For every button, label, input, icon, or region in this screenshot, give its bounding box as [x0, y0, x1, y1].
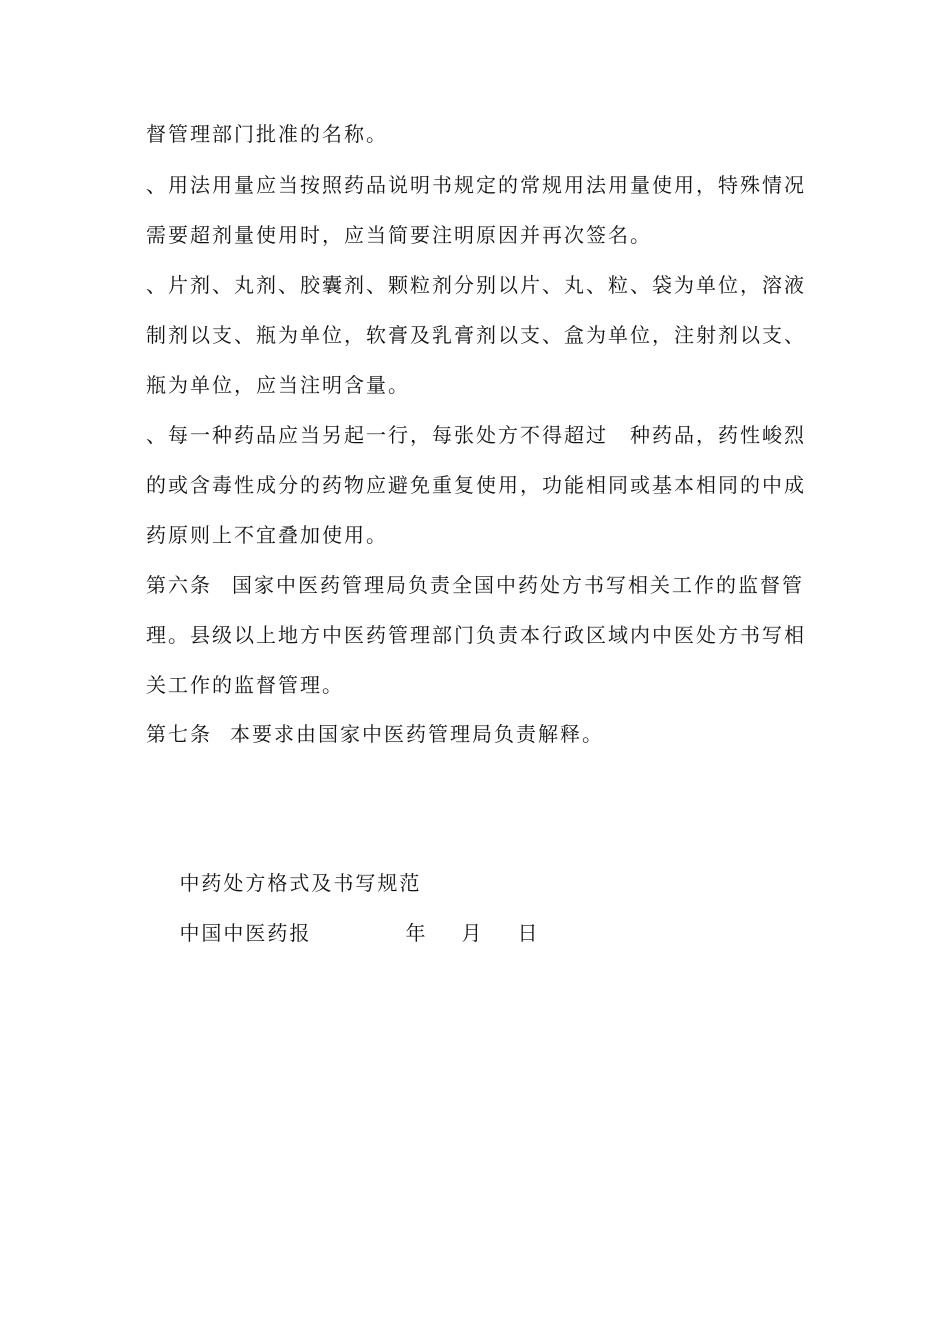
date-month: 月 — [461, 921, 484, 945]
paragraph-text: 、每一种药品应当另起一行，每张处方不得超过 — [146, 423, 608, 447]
title-text: 中药处方格式及书写规范 — [179, 871, 422, 895]
paragraph-text: 种药品，药性峻烈的或含毒性成分的药物应避免重复使用，功能相同或基本相同的中成药原则上不宜叠加使用。 — [146, 423, 806, 547]
paragraph-one-line-rule — [146, 410, 810, 560]
source-text: 中国中医药报 — [179, 921, 312, 945]
article-text: 本要求由国家中医药管理局负责解释。 — [230, 722, 604, 746]
source-date-line — [146, 858, 539, 1008]
article-seven — [146, 709, 810, 759]
paragraph-text: 、片剂、丸剂、胶囊剂、颗粒剂分别以片、丸、粒、袋为单位，溶液制剂以支、瓶为单位，软膏及乳膏剂以支、盒为单位，注射剂以支、瓶为单位，应当注明含量。 — [146, 273, 806, 397]
paragraph-units — [146, 260, 810, 410]
date-day: 日 — [517, 921, 540, 945]
paragraph-text: 、用法用量应当按照药品说明书规定的常规用法用量使用，特殊情况需要超剂量使用时，应当简要注明原因并再次签名。 — [146, 173, 806, 247]
article-text: 国家中医药管理局负责全国中药处方书写相关工作的监督管理。县级以上地方中医药管理部门负责本行政区域内中医处方书写相关工作的监督管理。 — [146, 573, 806, 697]
article-six — [146, 560, 810, 710]
article-label: 第六条 — [146, 573, 212, 597]
paragraph-text: 督管理部门批准的名称。 — [146, 122, 388, 146]
article-label: 第七条 — [146, 722, 212, 746]
date-year: 年 — [405, 921, 428, 945]
paragraph-continuation — [146, 109, 810, 159]
paragraph-dosage — [146, 160, 810, 260]
